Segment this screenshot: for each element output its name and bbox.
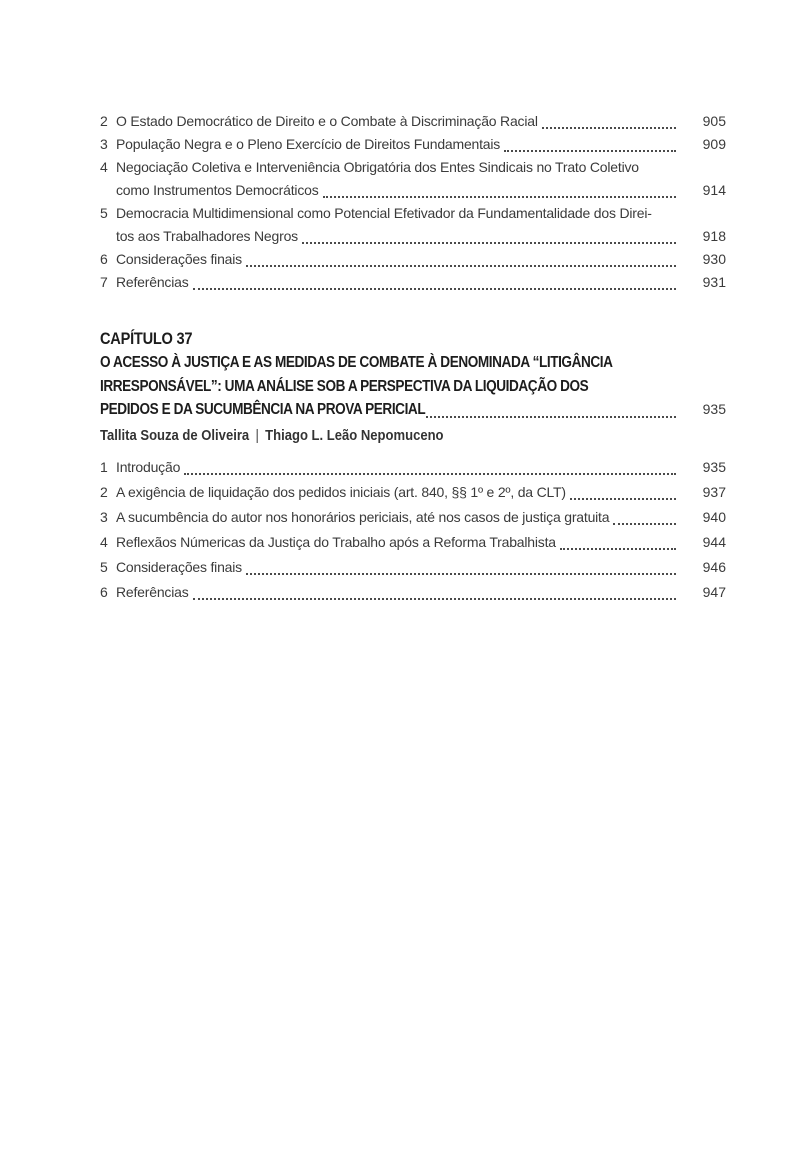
dot-leader <box>560 548 676 550</box>
entry-number: 5 <box>100 205 108 221</box>
entry-text: Referências <box>116 583 189 600</box>
dot-leader <box>302 242 676 244</box>
entry-page-number: 946 <box>702 558 726 575</box>
entry-last-line <box>116 506 726 529</box>
entry-body <box>116 581 726 604</box>
toc-entry <box>100 271 726 294</box>
entry-page-number: 905 <box>702 113 726 129</box>
entry-number: 6 <box>100 583 108 600</box>
entry-page-number: 918 <box>702 228 726 244</box>
toc-entry <box>100 456 726 479</box>
chapter-title-line: PEDIDOS E DA SUCUMBÊNCIA NA PROVA PERICIAL <box>100 401 426 418</box>
dot-leader <box>193 288 676 290</box>
entry-last-line <box>116 456 726 479</box>
dot-leader <box>426 416 676 418</box>
author-name: Tallita Souza de Oliveira <box>100 427 250 444</box>
entry-body <box>116 556 726 579</box>
entry-last-line <box>116 179 726 202</box>
entry-last-line <box>116 133 726 156</box>
entry-body <box>116 248 726 271</box>
entry-page-number: 935 <box>702 458 726 475</box>
dot-leader <box>193 598 676 600</box>
entry-page-number: 935 <box>702 401 726 417</box>
previous-chapter-toc <box>100 110 726 294</box>
entry-page-number: 940 <box>702 508 726 525</box>
chapter-37-toc <box>100 456 726 604</box>
entry-text: População Negra e o Pleno Exercício de Direitos Fundamentais <box>116 136 501 152</box>
author-name: Thiago L. Leão Nepomuceno <box>265 427 444 444</box>
entry-body <box>116 531 726 554</box>
entry-number: 3 <box>100 136 108 152</box>
toc-entry <box>100 531 726 554</box>
dot-leader <box>323 196 676 198</box>
entry-text: A exigência de liquidação dos pedidos iniciais (art. 840, §§ 1º e 2º, da CLT) <box>116 483 566 500</box>
toc-entry <box>100 581 726 604</box>
toc-entry <box>100 556 726 579</box>
dot-leader <box>246 573 676 575</box>
entry-number: 3 <box>100 508 108 525</box>
entry-text: Reflexãos Númericas da Justiça do Trabalho após a Reforma Trabalhista <box>116 533 556 550</box>
entry-body <box>116 506 726 529</box>
entry-text: Referências <box>116 274 189 290</box>
entry-page-number: 914 <box>702 182 726 198</box>
entry-number: 2 <box>100 483 108 500</box>
dot-leader <box>613 523 676 525</box>
authors-line <box>100 426 663 446</box>
entry-text: como Instrumentos Democráticos <box>116 182 319 198</box>
entry-text: Introdução <box>116 458 181 475</box>
entry-text: tos aos Trabalhadores Negros <box>116 228 298 244</box>
entry-last-line <box>116 110 726 133</box>
dot-leader <box>542 127 676 129</box>
toc-entry <box>100 506 726 529</box>
entry-page-number: 909 <box>702 136 726 152</box>
toc-entry <box>100 156 726 202</box>
entry-page-number: 937 <box>702 483 726 500</box>
entry-last-line <box>116 271 726 294</box>
entry-page-number: 944 <box>702 533 726 550</box>
chapter-heading <box>100 327 726 446</box>
entry-body <box>116 456 726 479</box>
entry-body <box>116 202 726 248</box>
chapter-number: CAPÍTULO 37 <box>100 329 193 348</box>
chapter-title-line: O ACESSO À JUSTIÇA E AS MEDIDAS DE COMBATE À DENOMINADA “LITIGÂNCIA <box>100 354 613 371</box>
entry-text: A sucumbência do autor nos honorários periciais, até nos casos de justiça gratuita <box>116 508 610 525</box>
toc-entry <box>100 481 726 504</box>
entry-body <box>116 271 726 294</box>
entry-text: Considerações finais <box>116 251 242 267</box>
entry-page-number: 931 <box>702 274 726 290</box>
chapter-title <box>100 351 726 422</box>
entry-text-line: Negociação Coletiva e Interveniência Obrigatória dos Entes Sindicais no Trato Coletivo <box>116 159 639 175</box>
dot-leader <box>570 498 676 500</box>
entry-last-line <box>116 248 726 271</box>
toc-entry <box>100 133 726 156</box>
entry-number: 1 <box>100 458 108 475</box>
toc-entry <box>100 202 726 248</box>
entry-body <box>116 156 726 202</box>
entry-number: 4 <box>100 159 108 175</box>
toc-entry <box>100 110 726 133</box>
chapter-title-line: IRRESPONSÁVEL”: UMA ANÁLISE SOB A PERSPECTIVA DA LIQUIDAÇÃO DOS <box>100 377 589 395</box>
toc-entry <box>100 248 726 271</box>
entry-last-line <box>116 481 726 504</box>
entry-number: 4 <box>100 533 108 550</box>
entry-text-line: Democracia Multidimensional como Potencial Efetivador da Fundamentalidade dos Direi- <box>116 205 652 221</box>
entry-number: 5 <box>100 558 108 575</box>
entry-last-line <box>116 225 726 248</box>
entry-body <box>116 133 726 156</box>
dot-leader <box>184 473 676 475</box>
entry-number: 6 <box>100 251 108 267</box>
entry-text: O Estado Democrático de Direito e o Combate à Discriminação Racial <box>116 113 538 129</box>
entry-last-line <box>100 398 726 422</box>
entry-body <box>116 481 726 504</box>
dot-leader <box>504 150 676 152</box>
entry-text: Considerações finais <box>116 558 242 575</box>
entry-body <box>116 110 726 133</box>
entry-last-line <box>116 556 726 579</box>
entry-last-line <box>116 531 726 554</box>
dot-leader <box>246 265 676 267</box>
entry-last-line <box>116 581 726 604</box>
entry-number: 7 <box>100 274 108 290</box>
entry-number: 2 <box>100 113 108 129</box>
entry-page-number: 930 <box>702 251 726 267</box>
entry-page-number: 947 <box>702 583 726 600</box>
author-separator: | <box>255 427 259 444</box>
